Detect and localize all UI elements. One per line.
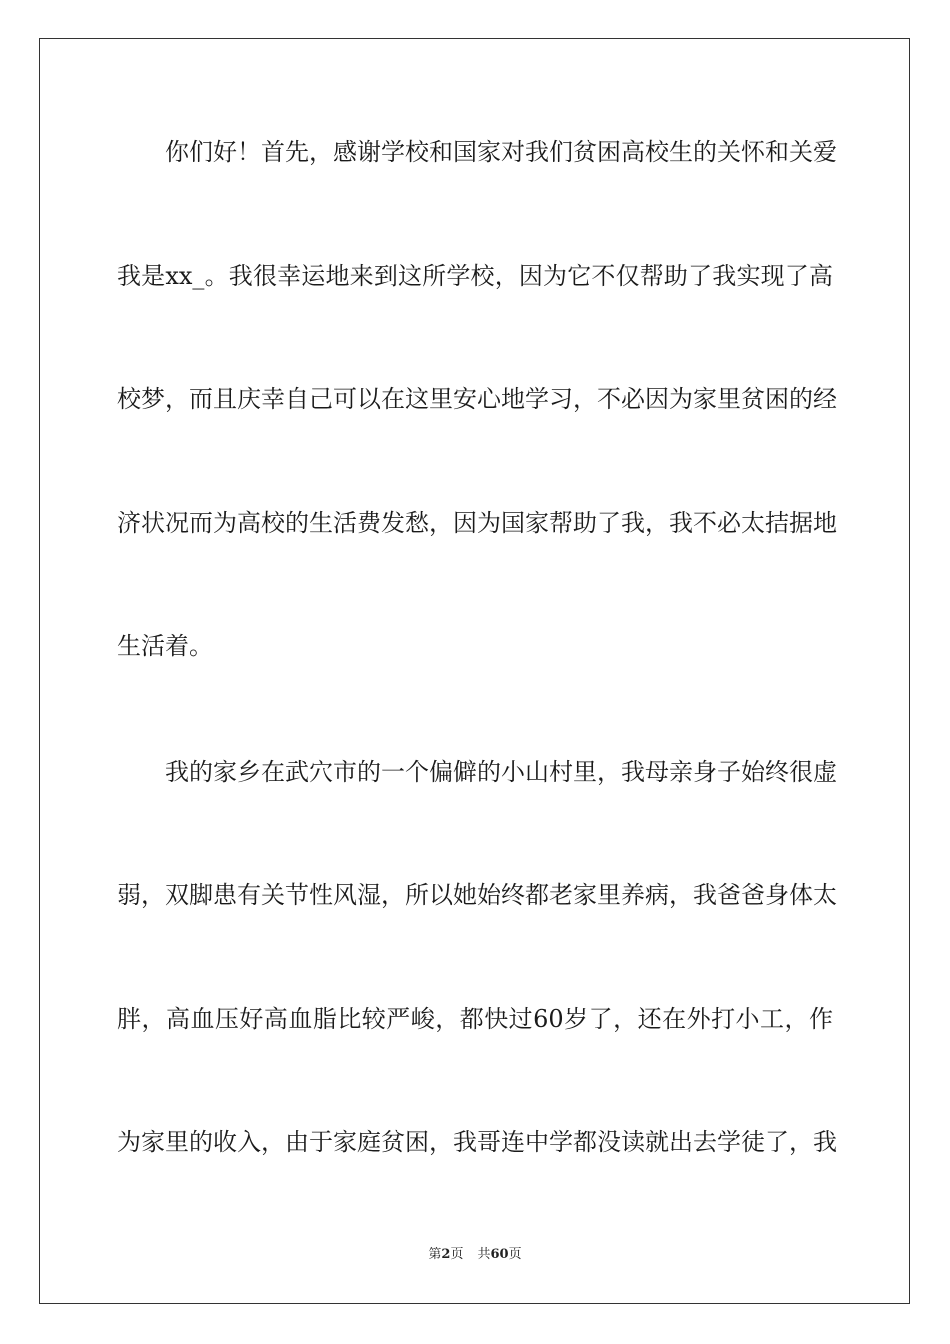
paragraph-2-line-4: 为家里的收入，由于家庭贫困，我哥连中学都没读就出去学徒了，我 xyxy=(117,1128,837,1156)
paragraph-1-line-2: 我是xx_。我很幸运地来到这所学校，因为它不仅帮助了我实现了高 xyxy=(117,262,833,290)
footer-total-prefix: 共 xyxy=(477,1247,491,1262)
footer-page-prefix: 第 xyxy=(428,1247,442,1262)
footer-total-pages: 60 xyxy=(490,1247,509,1262)
paragraph-2-line-1: 我的家乡在武穴市的一个偏僻的小山村里，我母亲身子始终很虚 xyxy=(165,758,837,786)
paragraph-2-line-3: 胖，高血压好高血脂比较严峻，都快过60岁了，还在外打小工，作 xyxy=(117,1005,833,1033)
paragraph-2-line-2: 弱，双脚患有关节性风湿，所以她始终都老家里养病，我爸爸身体太 xyxy=(117,881,837,909)
footer-page-suffix: 页 xyxy=(450,1247,464,1262)
footer-page-number: 2 xyxy=(441,1247,451,1262)
paragraph-1-line-4: 济状况而为高校的生活费发愁，因为国家帮助了我，我不必太拮据地 xyxy=(117,509,837,537)
footer-total-suffix: 页 xyxy=(508,1247,522,1262)
paragraph-1-line-5: 生活着。 xyxy=(117,632,213,660)
page-border xyxy=(39,38,910,1304)
paragraph-1-line-3: 校梦，而且庆幸自己可以在这里安心地学习，不必因为家里贫困的经 xyxy=(117,385,837,413)
paragraph-1-line-1: 你们好！首先，感谢学校和国家对我们贫困高校生的关怀和关爱 xyxy=(165,138,837,166)
page-footer xyxy=(0,1246,950,1264)
